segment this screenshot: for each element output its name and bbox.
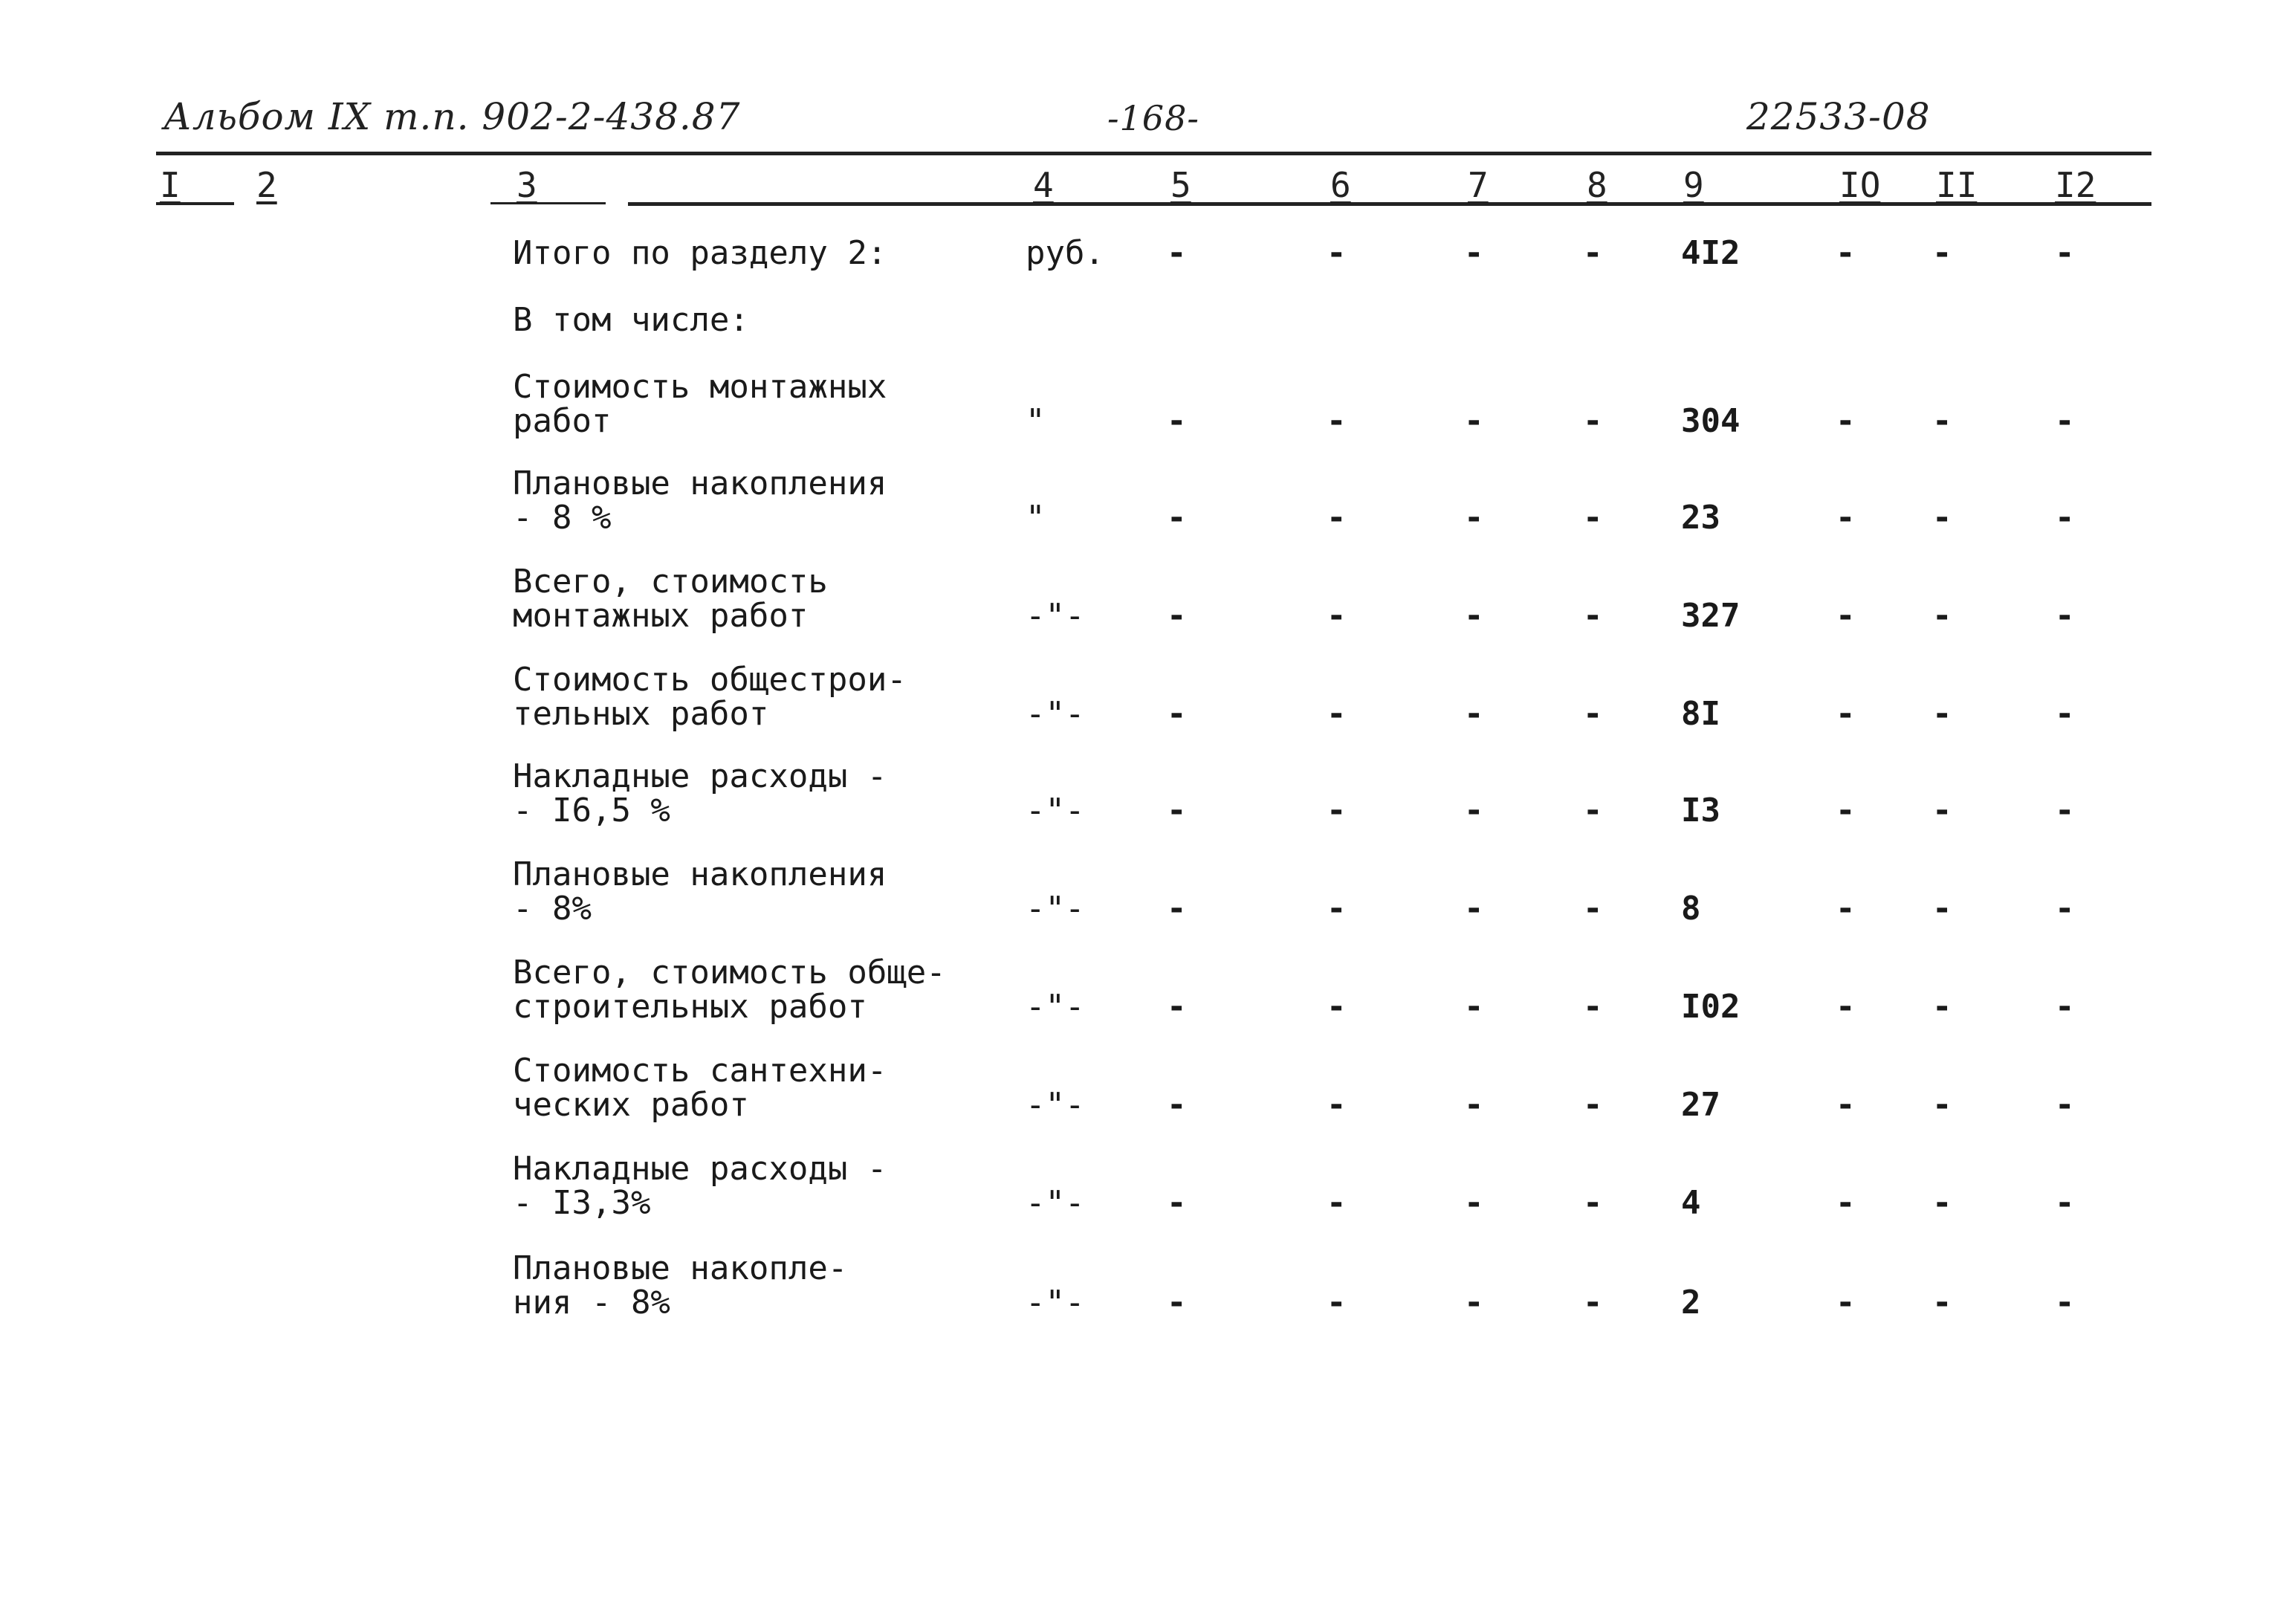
col5-cell: - [1167, 499, 1187, 537]
row-label: Всего, стоимость обще- строительных работ [513, 954, 946, 1026]
col6-cell: - [1327, 988, 1347, 1026]
col6-cell: - [1327, 234, 1347, 272]
col12-cell: - [2055, 234, 2075, 272]
value-cell: 4I2 [1681, 234, 1740, 272]
col8-cell: - [1583, 1086, 1603, 1124]
column-number: 3 [516, 165, 537, 205]
row-label: Стоимость общестрои- тельных работ [513, 661, 907, 733]
col10-cell: - [1836, 695, 1856, 733]
row-label: Плановые накопления - 8% [513, 855, 887, 928]
col10-cell: - [1836, 1086, 1856, 1124]
column-number: 5 [1170, 165, 1191, 205]
col12-cell: - [2055, 988, 2075, 1026]
row-label: Всего, стоимость монтажных работ [513, 563, 828, 635]
col6-cell: - [1327, 890, 1347, 928]
col11-cell: - [1932, 695, 1952, 733]
col11-cell: - [1932, 1284, 1952, 1321]
row-label: Стоимость монтажных работ [513, 368, 887, 440]
column-number: II [1936, 165, 1978, 205]
column-number: 6 [1330, 165, 1351, 205]
col6-cell: - [1327, 792, 1347, 829]
col8-cell: - [1583, 234, 1603, 272]
unit-cell: -"- [1026, 1284, 1085, 1321]
row-label: Плановые накопле- ния - 8% [513, 1249, 848, 1321]
col11-cell: - [1932, 499, 1952, 537]
col6-cell: - [1327, 499, 1347, 537]
col10-cell: - [1836, 1284, 1856, 1321]
unit-cell: -"- [1026, 695, 1085, 733]
col5-cell: - [1167, 1086, 1187, 1124]
col8-cell: - [1583, 988, 1603, 1026]
col5-cell: - [1167, 988, 1187, 1026]
unit-cell: руб. [1026, 234, 1104, 272]
col8-cell: - [1583, 792, 1603, 829]
col10-cell: - [1836, 499, 1856, 537]
col12-cell: - [2055, 597, 2075, 635]
column-header-rule [490, 202, 606, 204]
value-cell: 8 [1681, 890, 1701, 928]
col7-cell: - [1464, 792, 1484, 829]
col10-cell: - [1836, 792, 1856, 829]
col11-cell: - [1932, 1086, 1952, 1124]
col7-cell: - [1464, 890, 1484, 928]
col5-cell: - [1167, 597, 1187, 635]
column-number: 9 [1683, 165, 1704, 205]
col7-cell: - [1464, 988, 1484, 1026]
col6-cell: - [1327, 1184, 1347, 1222]
col7-cell: - [1464, 499, 1484, 537]
col6-cell: - [1327, 695, 1347, 733]
col11-cell: - [1932, 792, 1952, 829]
col7-cell: - [1464, 1086, 1484, 1124]
col5-cell: - [1167, 695, 1187, 733]
column-header-rule [628, 202, 2151, 206]
unit-cell: -"- [1026, 988, 1085, 1026]
album-reference: Альбом IX т.п. 902-2-438.87 [163, 95, 741, 138]
col8-cell: - [1583, 890, 1603, 928]
column-number: 7 [1468, 165, 1489, 205]
col6-cell: - [1327, 1086, 1347, 1124]
col11-cell: - [1932, 890, 1952, 928]
header-rule [156, 152, 2151, 155]
row-label: Стоимость сантехни- ческих работ [513, 1052, 887, 1124]
row-label: Плановые накопления - 8 % [513, 465, 887, 537]
value-cell: 2 [1681, 1284, 1701, 1321]
col10-cell: - [1836, 234, 1856, 272]
col12-cell: - [2055, 1086, 2075, 1124]
value-cell: I3 [1681, 792, 1720, 829]
value-cell: 327 [1681, 597, 1740, 635]
col7-cell: - [1464, 234, 1484, 272]
row-label: Накладные расходы - - I3,3% [513, 1150, 887, 1222]
column-number: 4 [1033, 165, 1054, 205]
col11-cell: - [1932, 988, 1952, 1026]
col12-cell: - [2055, 402, 2075, 440]
col8-cell: - [1583, 695, 1603, 733]
col5-cell: - [1167, 792, 1187, 829]
col12-cell: - [2055, 1184, 2075, 1222]
col11-cell: - [1932, 597, 1952, 635]
row-label: В том числе: [513, 301, 749, 339]
col10-cell: - [1836, 988, 1856, 1026]
col5-cell: - [1167, 1284, 1187, 1321]
col5-cell: - [1167, 890, 1187, 928]
col8-cell: - [1583, 499, 1603, 537]
unit-cell: -"- [1026, 890, 1085, 928]
unit-cell: -"- [1026, 1086, 1085, 1124]
column-number: 8 [1587, 165, 1607, 205]
column-number: I2 [2055, 165, 2096, 205]
col8-cell: - [1583, 1284, 1603, 1321]
col7-cell: - [1464, 402, 1484, 440]
col12-cell: - [2055, 792, 2075, 829]
col10-cell: - [1836, 890, 1856, 928]
row-label: Накладные расходы - - I6,5 % [513, 757, 887, 829]
col5-cell: - [1167, 1184, 1187, 1222]
col12-cell: - [2055, 695, 2075, 733]
document-code: 22533-08 [1746, 95, 1931, 138]
value-cell: 4 [1681, 1184, 1701, 1222]
col7-cell: - [1464, 1284, 1484, 1321]
unit-cell: -"- [1026, 1184, 1085, 1222]
row-label: Итого по разделу 2: [513, 234, 887, 272]
col7-cell: - [1464, 597, 1484, 635]
column-number: 2 [256, 165, 277, 205]
col6-cell: - [1327, 1284, 1347, 1321]
col12-cell: - [2055, 1284, 2075, 1321]
col7-cell: - [1464, 1184, 1484, 1222]
col12-cell: - [2055, 890, 2075, 928]
col6-cell: - [1327, 402, 1347, 440]
value-cell: 304 [1681, 402, 1740, 440]
col10-cell: - [1836, 402, 1856, 440]
col8-cell: - [1583, 597, 1603, 635]
value-cell: 23 [1681, 499, 1720, 537]
col5-cell: - [1167, 402, 1187, 440]
unit-cell: " [1026, 499, 1046, 537]
col11-cell: - [1932, 1184, 1952, 1222]
col10-cell: - [1836, 597, 1856, 635]
column-number: IO [1839, 165, 1881, 205]
col11-cell: - [1932, 402, 1952, 440]
col8-cell: - [1583, 402, 1603, 440]
col10-cell: - [1836, 1184, 1856, 1222]
col7-cell: - [1464, 695, 1484, 733]
col12-cell: - [2055, 499, 2075, 537]
col11-cell: - [1932, 234, 1952, 272]
page-number: -168- [1107, 98, 1199, 138]
col5-cell: - [1167, 234, 1187, 272]
value-cell: 27 [1681, 1086, 1720, 1124]
unit-cell: " [1026, 402, 1046, 440]
col6-cell: - [1327, 597, 1347, 635]
unit-cell: -"- [1026, 597, 1085, 635]
column-number: I [160, 165, 181, 205]
value-cell: 8I [1681, 695, 1720, 733]
value-cell: I02 [1681, 988, 1740, 1026]
col8-cell: - [1583, 1184, 1603, 1222]
unit-cell: -"- [1026, 792, 1085, 829]
